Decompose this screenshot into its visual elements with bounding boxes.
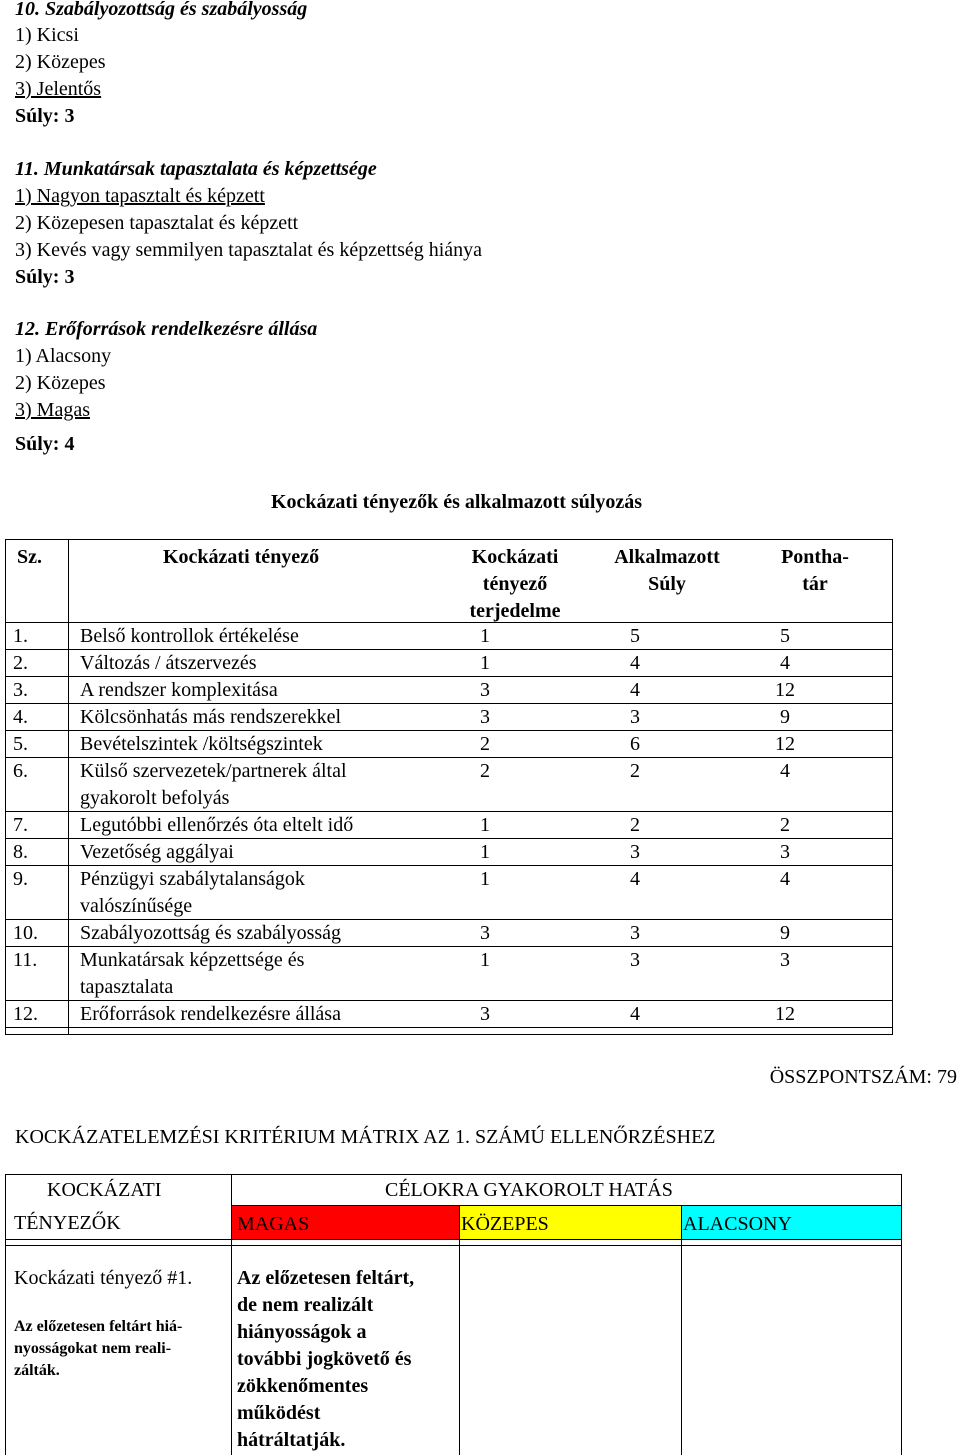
option-item: 1) Alacsony [15,345,112,367]
row-number: 6. [13,760,28,782]
row-score: 3 [780,841,790,863]
row-factor: Bevételszintek /költségszintek [80,733,323,755]
row-factor: Belső kontrollok értékelése [80,625,299,647]
row-extent: 1 [480,814,490,836]
row-number: 2. [13,652,28,674]
row-number: 5. [13,733,28,755]
row-number: 12. [13,1003,38,1025]
risk-factors-header: TÉNYEZŐK [14,1212,121,1234]
matrix-title: KOCKÁZATELEMZÉSI KRITÉRIUM MÁTRIX AZ 1. SZÁMÚ ELLENŐRZÉSHEZ [15,1126,716,1148]
row-score: 9 [780,922,790,944]
impact-header: CÉLOKRA GYAKOROLT HATÁS [385,1179,673,1201]
row-weight: 3 [630,922,640,944]
option-item-selected: 3) Jelentős [15,78,102,100]
section-title: 11. Munkatársak tapasztalata és képzettsége [15,158,377,180]
row-score: 4 [780,760,790,782]
row-factor: Kölcsönhatás más rendszerekkel [80,706,342,728]
level-low-label: ALACSONY [683,1213,792,1235]
row-number: 11. [13,949,38,971]
row-extent: 1 [480,652,490,674]
header-weight: Alkalmazott Súly [614,546,720,595]
option-item: 3) Kevés vagy semmilyen tapasztalat és képzettség hiánya [15,239,483,261]
row-factor: Erőforrások rendelkezésre állása [80,1003,341,1025]
row-score: 12 [775,733,795,755]
factor-label: Kockázati tényező #1. [14,1267,193,1289]
option-item: 2) Közepes [15,51,106,73]
row-number: 7. [13,814,28,836]
level-medium-label: KÖZEPES [461,1213,549,1235]
risk-table [5,539,893,1035]
row-number: 10. [13,922,38,944]
row-weight: 3 [630,841,640,863]
option-item: 1) Kicsi [15,24,79,46]
row-extent: 1 [480,841,490,863]
section-weight: Súly: 3 [15,105,75,127]
row-score: 4 [780,868,790,890]
row-factor: Külső szervezetek/partnerek által gyakorolt befolyás [80,760,347,809]
row-weight: 2 [630,814,640,836]
row-score: 4 [780,652,790,674]
row-weight: 6 [630,733,640,755]
row-extent: 3 [480,679,490,701]
row-weight: 3 [630,949,640,971]
row-factor: A rendszer komplexitása [80,679,278,701]
row-weight: 5 [630,625,640,647]
row-score: 2 [780,814,790,836]
risk-matrix [5,1174,902,1455]
header-no: Sz. [17,546,42,568]
row-factor: Szabályozottság és szabályosság [80,922,342,944]
row-factor: Legutóbbi ellenőrzés óta eltelt idő [80,814,354,836]
row-number: 4. [13,706,28,728]
row-score: 5 [780,625,790,647]
row-extent: 3 [480,922,490,944]
row-extent: 2 [480,733,490,755]
row-extent: 1 [480,625,490,647]
row-extent: 1 [480,868,490,890]
level-high-label: MAGAS [237,1213,310,1235]
row-factor: Változás / átszervezés [80,652,257,674]
row-weight: 4 [630,652,640,674]
row-weight: 4 [630,679,640,701]
option-item: 2) Közepes [15,372,106,394]
row-number: 9. [13,868,28,890]
header-score: Pontha- tár [781,546,849,595]
header-factor: Kockázati tényező [163,546,320,568]
row-extent: 3 [480,706,490,728]
risk-table-caption: Kockázati tényezők és alkalmazott súlyozás [271,491,643,513]
section-title: 12. Erőforrások rendelkezésre állása [15,318,318,340]
option-item-selected: 1) Nagyon tapasztalt és képzett [15,185,265,207]
row-number: 1. [13,625,28,647]
row-number: 8. [13,841,28,863]
total-score: ÖSSZPONTSZÁM: 79 [769,1066,957,1088]
risk-factors-header: KOCKÁZATI [47,1179,162,1201]
row-number: 3. [13,679,28,701]
row-extent: 3 [480,1003,490,1025]
section-weight: Súly: 3 [15,266,75,288]
row-weight: 3 [630,706,640,728]
row-weight: 4 [630,868,640,890]
high-impact-text: Az előzetesen feltárt, de nem realizált hiányosságok a további jogkövető és zökkenőmentes működést hátráltatják. [237,1267,415,1451]
row-weight: 4 [630,1003,640,1025]
section-title: 10. Szabályozottság és szabályosság [15,0,308,20]
row-extent: 2 [480,760,490,782]
factor-description: Az előzetesen feltárt hiá- nyosságokat nem reali- zálták. [14,1318,183,1379]
row-weight: 2 [630,760,640,782]
option-item: 2) Közepesen tapasztalat és képzett [15,212,299,234]
row-factor: Munkatársak képzettsége és tapasztalata [80,949,305,998]
row-score: 9 [780,706,790,728]
row-score: 12 [775,1003,795,1025]
row-extent: 1 [480,949,490,971]
option-item-selected: 3) Magas [15,399,90,421]
row-factor: Pénzügyi szabálytalanságok valószínűsége [80,868,305,917]
header-extent: Kockázati tényező terjedelme [469,546,561,622]
row-factor: Vezetőség aggályai [80,841,234,863]
section-weight: Súly: 4 [15,433,75,455]
row-score: 12 [775,679,795,701]
row-score: 3 [780,949,790,971]
